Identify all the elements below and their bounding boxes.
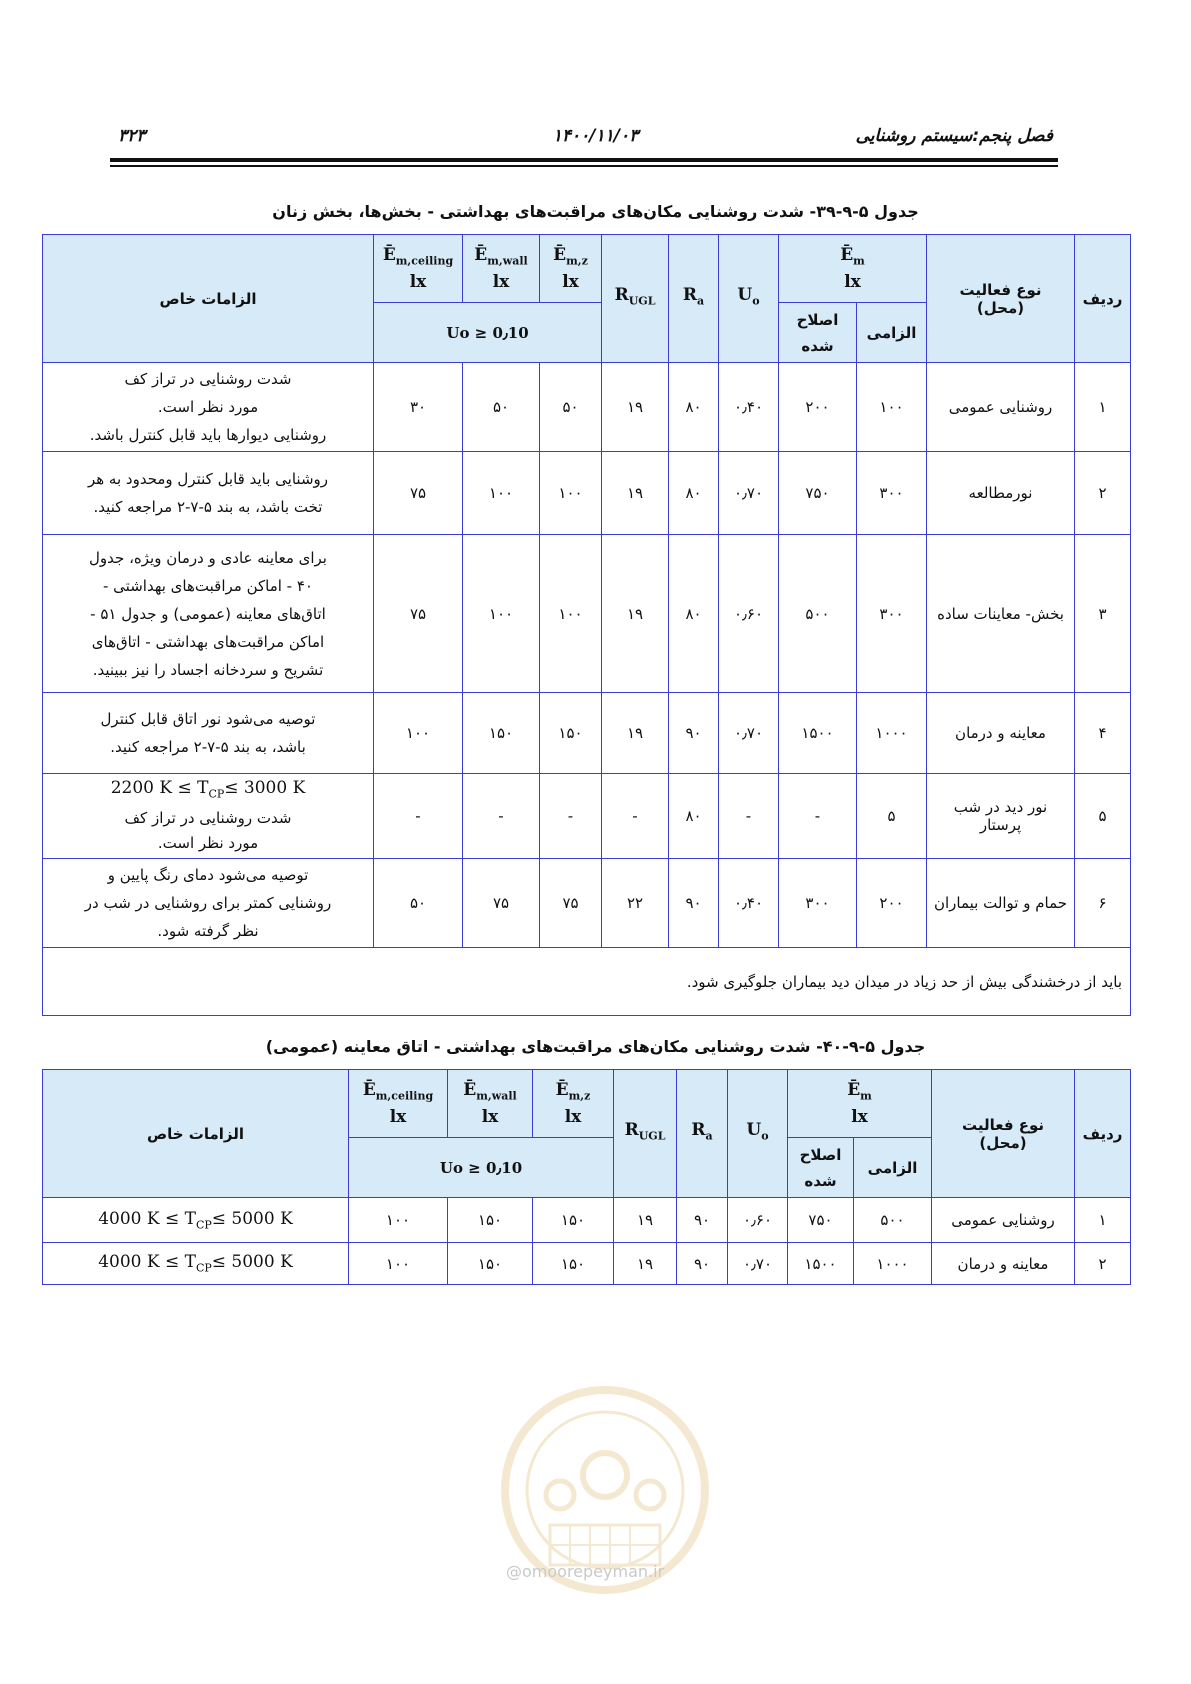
- header-uo: [719, 235, 779, 363]
- header-emz: [540, 235, 602, 303]
- color-temperature-range: 2200 $K \le T_{CP}\le 3000$ K: [110, 778, 306, 801]
- ra-value: ۸۰: [669, 535, 719, 693]
- header-corrected-2: شده: [804, 1171, 837, 1190]
- emwall-value: ۵۰: [463, 363, 540, 452]
- emceil-symbol: Ē: [382, 245, 396, 266]
- rugl-value: ۱۹: [614, 1198, 677, 1243]
- emwall-value: ۷۵: [463, 859, 540, 948]
- em-mandatory: ۱۰۰: [857, 363, 927, 452]
- header-rugl: [614, 1070, 677, 1198]
- em-sub: m: [853, 254, 865, 268]
- emceil-sub: m,ceiling: [375, 1089, 434, 1103]
- header-uo: [728, 1070, 788, 1198]
- ra-value: ۹۰: [677, 1243, 728, 1285]
- page-number: ۳۲۳: [118, 126, 146, 146]
- em-mandatory: ۲۰۰: [857, 859, 927, 948]
- table-note-row: [43, 948, 1131, 1016]
- emwall-sub: m,wall: [476, 1089, 517, 1103]
- emwall-value: ۱۰۰: [463, 535, 540, 693]
- header-row-number: ردیف: [1075, 1070, 1131, 1198]
- emceiling-value: ۷۵: [374, 535, 463, 693]
- row-number: ۴: [1075, 693, 1131, 774]
- ra-value: ۸۰: [669, 774, 719, 859]
- emwall-value: ۱۰۰: [463, 452, 540, 535]
- table-row: [43, 452, 1131, 535]
- emceil-unit: lx: [409, 271, 427, 292]
- emceiling-value: ۷۵: [374, 452, 463, 535]
- table-row: [43, 535, 1131, 693]
- emz-value: ۱۰۰: [540, 452, 602, 535]
- header-emz: [533, 1070, 614, 1138]
- emwall-value: -: [463, 774, 540, 859]
- requirement-line: توصیه می‌شود نور اتاق قابل کنترل: [100, 710, 316, 728]
- header-emwall: [463, 235, 540, 303]
- activity: حمام و توالت بیماران: [927, 859, 1075, 948]
- requirement-line: تشریح و سردخانه اجساد را نیز ببینید.: [92, 660, 324, 679]
- table2: [42, 1069, 1131, 1285]
- uo-value: ۰٫۴۰: [719, 859, 779, 948]
- row-number: ۲: [1075, 1243, 1131, 1285]
- header-emwall: [448, 1070, 533, 1138]
- requirement-line: اتاق‌های معاینه (عمومی) و جدول ۵۱ -: [90, 604, 326, 623]
- rugl-value: ۱۹: [602, 363, 669, 452]
- emwall-unit: lx: [481, 1106, 499, 1127]
- ra-sub: a: [705, 1129, 713, 1143]
- ra-sub: a: [697, 294, 705, 308]
- header-activity-label: نوع فعالیت: [959, 280, 1042, 299]
- header-ra: [669, 235, 719, 363]
- rugl-value: ۱۹: [602, 452, 669, 535]
- em-mandatory: ۵۰۰: [854, 1198, 932, 1243]
- table2-caption: جدول ۵-۹-۴۰- شدت روشنایی مکان‌های مراقبت‌های بهداشتی - اتاق معاینه (عمومی): [265, 1037, 926, 1056]
- header-activity: [932, 1070, 1075, 1198]
- emz-symbol: Ē: [553, 245, 567, 266]
- special-requirement: [43, 774, 374, 859]
- emz-unit: lx: [562, 271, 579, 292]
- special-requirement: [43, 535, 374, 693]
- requirement-line: روشنایی باید قابل کنترل ومحدود به هر: [87, 470, 329, 488]
- emz-symbol: Ē: [555, 1080, 569, 1101]
- emwall-symbol: Ē: [474, 245, 488, 266]
- requirement-line: اماکن مراقبت‌های بهداشتی - اتاق‌های: [91, 632, 325, 651]
- emceil-unit: lx: [389, 1106, 407, 1127]
- ra-symbol: R: [682, 285, 697, 306]
- uo-sub: o: [761, 1129, 769, 1143]
- ra-value: ۹۰: [669, 693, 719, 774]
- emceiling-value: ۱۰۰: [349, 1198, 448, 1243]
- ra-value: ۹۰: [677, 1198, 728, 1243]
- header-activity: [927, 235, 1075, 363]
- header-emceiling: [349, 1070, 448, 1138]
- header-corrected-1: اصلاح: [796, 310, 839, 329]
- activity: نورمطالعه: [927, 452, 1075, 535]
- activity: معاینه و درمان: [927, 693, 1075, 774]
- rugl-sub: UGL: [628, 294, 656, 308]
- header-rugl: [602, 235, 669, 363]
- emceil-sub: m,ceiling: [395, 254, 454, 268]
- chapter-title: فصل پنجم:سیستم روشنایی: [855, 126, 1053, 146]
- color-temperature-range: 4000 $K \le T_{CP}\le 5000$ K: [98, 1252, 293, 1275]
- row-number: ۳: [1075, 535, 1131, 693]
- rugl-symbol: R: [624, 1120, 639, 1141]
- requirement-line: مورد نظر است.: [157, 834, 259, 853]
- em-mandatory: ۳۰۰: [857, 452, 927, 535]
- rugl-value: -: [602, 774, 669, 859]
- emwall-value: ۱۵۰: [448, 1243, 533, 1285]
- emz-value: ۱۰۰: [540, 535, 602, 693]
- emz-value: ۷۵: [540, 859, 602, 948]
- requirement-line: نظر گرفته شود.: [157, 922, 259, 941]
- uo-value: ۰٫۶۰: [719, 535, 779, 693]
- header-mandatory: الزامی: [854, 1138, 932, 1198]
- table1: [42, 234, 1131, 1016]
- em-mandatory: ۳۰۰: [857, 535, 927, 693]
- header-uo-condition: Uo ≥ 0٫10: [374, 303, 602, 363]
- em-sub: m: [860, 1089, 872, 1103]
- activity: روشنایی عمومی: [927, 363, 1075, 452]
- rugl-value: ۲۲: [602, 859, 669, 948]
- special-requirement: [43, 859, 374, 948]
- em-corrected: ۵۰۰: [779, 535, 857, 693]
- requirement-line: برای معاینه عادی و درمان ویژه، جدول: [89, 548, 327, 567]
- header-mandatory: الزامی: [857, 303, 927, 363]
- header-em: [779, 235, 927, 303]
- rugl-value: ۱۹: [602, 693, 669, 774]
- special-requirement: [43, 693, 374, 774]
- special-requirement: [43, 363, 374, 452]
- ra-symbol: R: [691, 1120, 706, 1141]
- ra-value: ۸۰: [669, 363, 719, 452]
- emz-value: ۵۰: [540, 363, 602, 452]
- special-requirement: [43, 452, 374, 535]
- special-requirement: [43, 1198, 349, 1243]
- requirement-line: مورد نظر است.: [157, 398, 259, 416]
- emz-value: ۱۵۰: [533, 1198, 614, 1243]
- rugl-value: ۱۹: [602, 535, 669, 693]
- header-corrected: [788, 1138, 854, 1198]
- header-special-requirements: الزامات خاص: [43, 1070, 349, 1198]
- uo-sub: o: [752, 294, 760, 308]
- uo-value: ۰٫۶۰: [728, 1198, 788, 1243]
- emz-value: -: [540, 774, 602, 859]
- emz-value: ۱۵۰: [533, 1243, 614, 1285]
- table-row: [43, 859, 1131, 948]
- row-number: ۱: [1075, 363, 1131, 452]
- header-activity-label: نوع فعالیت: [961, 1115, 1045, 1134]
- ra-value: ۹۰: [669, 859, 719, 948]
- em-corrected: ۲۰۰: [779, 363, 857, 452]
- table1-caption: جدول ۵-۹-۳۹- شدت روشنایی مکان‌های مراقبت‌های بهداشتی - بخش‌ها، بخش زنان: [272, 202, 919, 221]
- emceiling-value: ۳۰: [374, 363, 463, 452]
- emz-unit: lx: [564, 1106, 582, 1127]
- em-corrected: ۳۰۰: [779, 859, 857, 948]
- em-corrected: ۷۵۰: [788, 1198, 854, 1243]
- em-unit: lx: [844, 271, 861, 292]
- header-row-number: ردیف: [1075, 235, 1131, 363]
- uo-value: ۰٫۷۰: [719, 452, 779, 535]
- em-mandatory: ۱۰۰۰: [854, 1243, 932, 1285]
- header-corrected: [779, 303, 857, 363]
- em-corrected: ۱۵۰۰: [788, 1243, 854, 1285]
- uo-value: ۰٫۷۰: [719, 693, 779, 774]
- row-number: ۵: [1075, 774, 1131, 859]
- requirement-line: شدت روشنایی در تراز کف: [124, 370, 292, 388]
- emceiling-value: ۱۰۰: [349, 1243, 448, 1285]
- row-number: ۱: [1075, 1198, 1131, 1243]
- rugl-symbol: R: [614, 285, 629, 306]
- header-em: [788, 1070, 932, 1138]
- table-row: [43, 1243, 1131, 1285]
- table-row: [43, 363, 1131, 452]
- em-corrected: ۱۵۰۰: [779, 693, 857, 774]
- table-row: [43, 1198, 1131, 1243]
- emceil-symbol: Ē: [362, 1080, 376, 1101]
- em-mandatory: ۱۰۰۰: [857, 693, 927, 774]
- emwall-unit: lx: [492, 271, 510, 292]
- color-temperature-range: 4000 $K \le T_{CP}\le 5000$ K: [98, 1208, 293, 1232]
- activity: روشنایی عمومی: [932, 1198, 1075, 1243]
- emceiling-value: ۱۰۰: [374, 693, 463, 774]
- header-activity-sub: (محل): [976, 298, 1025, 317]
- em-corrected: ۷۵۰: [779, 452, 857, 535]
- requirement-line: روشنایی کمتر برای روشنایی در شب در: [84, 894, 332, 913]
- em-corrected: -: [779, 774, 857, 859]
- table-note: باید از درخشندگی بیش از حد زیاد در میدان دید بیماران جلوگیری شود.: [43, 948, 1131, 1016]
- header-uo-condition: Uo ≥ 0٫10: [349, 1138, 614, 1198]
- em-symbol: Ē: [847, 1080, 861, 1101]
- activity: معاینه و درمان: [932, 1243, 1075, 1285]
- requirement-line: تخت باشد، به بند ۵-۷-۲ مراجعه کنید.: [93, 498, 323, 516]
- emwall-value: ۱۵۰: [448, 1198, 533, 1243]
- em-symbol: Ē: [840, 245, 854, 266]
- rugl-sub: UGL: [638, 1129, 666, 1143]
- header-emceiling: [374, 235, 463, 303]
- em-unit: lx: [851, 1106, 868, 1127]
- uo-value: ۰٫۴۰: [719, 363, 779, 452]
- emwall-symbol: Ē: [463, 1080, 477, 1101]
- page-date: ۱۴۰۰/۱۱/۰۳: [552, 126, 639, 146]
- header-rule-thin: [110, 165, 1058, 167]
- requirement-line: روشنایی دیوارها باید قابل کنترل باشد.: [89, 426, 327, 444]
- ra-value: ۸۰: [669, 452, 719, 535]
- requirement-line: ۴۰ - اماکن مراقبت‌های بهداشتی -: [103, 576, 313, 595]
- header-rule-thick: [110, 158, 1058, 162]
- emz-value: ۱۵۰: [540, 693, 602, 774]
- emz-sub: m,z: [566, 254, 588, 268]
- rugl-value: ۱۹: [614, 1243, 677, 1285]
- emwall-sub: m,wall: [487, 254, 528, 268]
- requirement-line: توصیه می‌شود دمای رنگ پایین و: [107, 866, 309, 885]
- special-requirement: [43, 1243, 349, 1285]
- activity: بخش- معاینات ساده: [927, 535, 1075, 693]
- header-activity-sub: (محل): [979, 1133, 1027, 1152]
- emceiling-value: -: [374, 774, 463, 859]
- watermark-text: @omoorepeyman.ir: [506, 1562, 665, 1581]
- header-corrected-1: اصلاح: [799, 1145, 842, 1164]
- row-number: ۲: [1075, 452, 1131, 535]
- emwall-value: ۱۵۰: [463, 693, 540, 774]
- header-ra: [677, 1070, 728, 1198]
- table-row: [43, 693, 1131, 774]
- activity: نور دید در شب پرستار: [927, 774, 1075, 859]
- emceiling-value: ۵۰: [374, 859, 463, 948]
- uo-value: ۰٫۷۰: [728, 1243, 788, 1285]
- em-mandatory: ۵: [857, 774, 927, 859]
- uo-symbol: U: [746, 1120, 762, 1141]
- requirement-line: باشد، به بند ۵-۷-۲ مراجعه کنید.: [110, 738, 306, 756]
- table-row: [43, 774, 1131, 859]
- requirement-line: شدت روشنایی در تراز کف: [124, 809, 292, 828]
- uo-symbol: U: [737, 285, 753, 306]
- header-special-requirements: الزامات خاص: [43, 235, 374, 363]
- header-corrected-2: شده: [801, 336, 834, 355]
- row-number: ۶: [1075, 859, 1131, 948]
- emz-sub: m,z: [568, 1089, 591, 1103]
- uo-value: -: [719, 774, 779, 859]
